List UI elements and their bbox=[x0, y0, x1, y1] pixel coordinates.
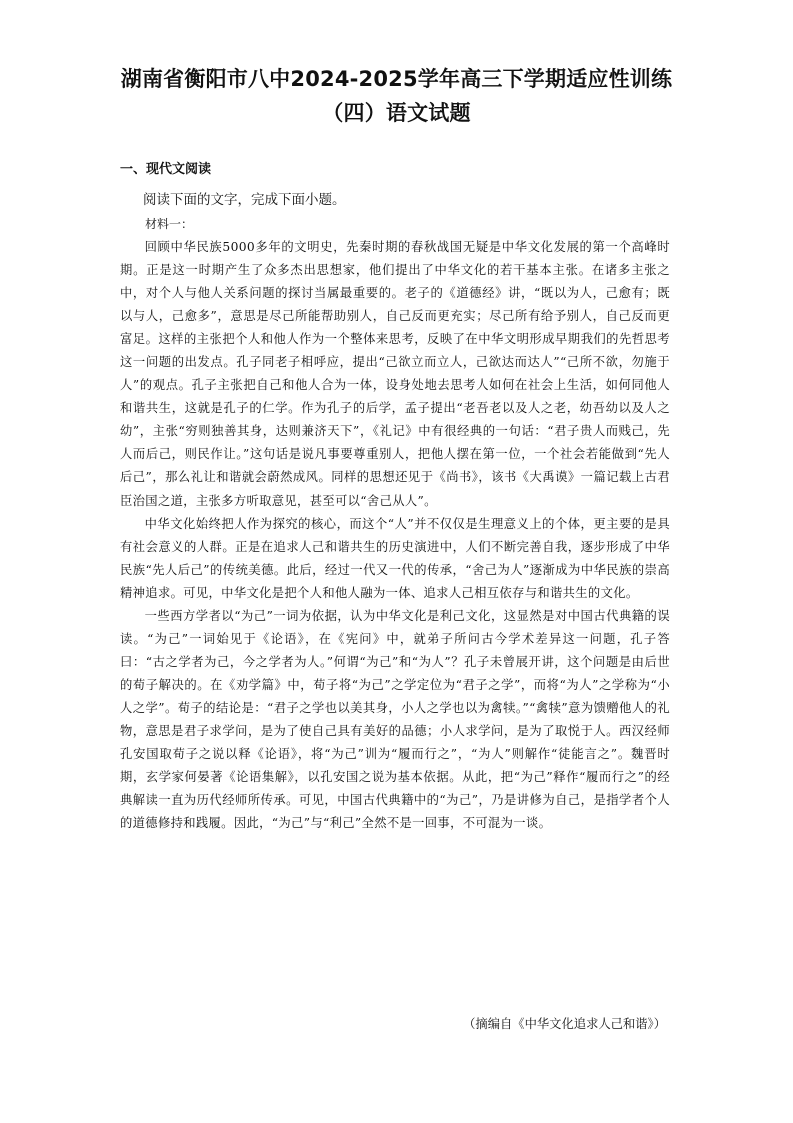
document-title-line1: 湖南省衡阳市八中2024-2025学年高三下学期适应性训练 bbox=[120, 67, 673, 91]
reading-instruction: 阅读下面的文字，完成下面小题。 bbox=[143, 192, 346, 208]
article-body bbox=[120, 236, 670, 835]
paragraph: 一些西方学者以“为己”一词为依据，认为中华文化是利己文化，这显然是对中国古代典籍的误读。“为己”一词始见于《论语》，在《宪问》中，就弟子所问古今学术差异这一问题，孔子答曰：“古之学者为己，今之学者为人。”何谓“为己”和“为人”？孔子未曾展开讲，这个问题是由后世的荀子解决的。在《劝学篇》中，荀子将“为己”之学定位为“君子之学”，而将“为人”之学称为“小人之学”。荀子的结论是：“君子之学也以美其身，小人之学也以为禽犊。”“禽犊”意为馈赠他人的礼物，意思是君子求学问，是为了使自己具有美好的品德；小人求学问，是为了取悦于人。西汉经师孔安国取荀子之说以释《论语》，将“为己”训为“履而行之”，“为人”则解作“徒能言之”。魏晋时期，玄学家何晏著《论语集解》，以孔安国之说为基本依据。从此，把“为己”释作“履而行之”的经典解读一直为历代经师所传承。可见，中国古代典籍中的“为己”，乃是讲修为自己，是指学者个人的道德修持和践履。因此，“为己”与“利己”全然不是一回事，不可混为一谈。 bbox=[120, 608, 670, 831]
source-citation: （摘编自《中华文化追求人己和谐》） bbox=[463, 1017, 666, 1031]
document-title-line2: （四）语文试题 bbox=[322, 101, 471, 125]
paragraph: 中华文化始终把人作为探究的核心，而这个“人”并不仅仅是生理意义上的个体，更主要的是具有社会意义的人群。正是在追求人己和谐共生的历史演进中，人们不断完善自我，逐步形成了中华民族“先人后己”的传统美德。此后，经过一代又一代的传承，“舍己为人”逐渐成为中华民族的崇高精神追求。可见，中华文化是把个人和他人融为一体、追求人己相互依存与和谐共生的文化。 bbox=[120, 516, 670, 600]
material-label: 材料一： bbox=[145, 217, 194, 231]
section-heading: 一、现代文阅读 bbox=[120, 162, 212, 177]
paragraph: 回顾中华民族5000多年的文明史，先秦时期的春秋战国无疑是中华文化发展的第一个高峰时期。正是这一时期产生了众多杰出思想家，他们提出了中华文化的若干基本主张。在诸多主张之中，对个人与他人关系问题的探讨当属最重要的。老子的《道德经》讲，“既以为人，己愈有；既以与人，己愈多”，意思是尽己所能帮助别人，自己反而更充实；尽己所有给予别人，自己反而更富足。这样的主张把个人和他人作为一个整体来思考，反映了在中华文明形成早期我们的先哲思考这一问题的出发点。孔子同老子相呼应，提出“己欲立而立人，己欲达而达人”“己所不欲，勿施于人”的观点。孔子主张把自己和他人合为一体，设身处地去思考人如何在社会上生活，如何同他人和谐共生，这就是孔子的仁学。作为孔子的后学，孟子提出“老吾老以及人之老，幼吾幼以及人之幼”，主张“穷则独善其身，达则兼济天下”，《礼记》中有很经典的一句话：“君子贵人而贱己，先人而后己，则民作让。”这句话是说凡事要尊重别人，把他人摆在第一位，一个社会若能做到“先人后己”，那么礼让和谐就会蔚然成风。同样的思想还见于《尚书》，该书《大禹谟》一篇记载上古君臣治国之道，主张多方听取意见，甚至可以“舍己从人”。 bbox=[120, 240, 670, 508]
